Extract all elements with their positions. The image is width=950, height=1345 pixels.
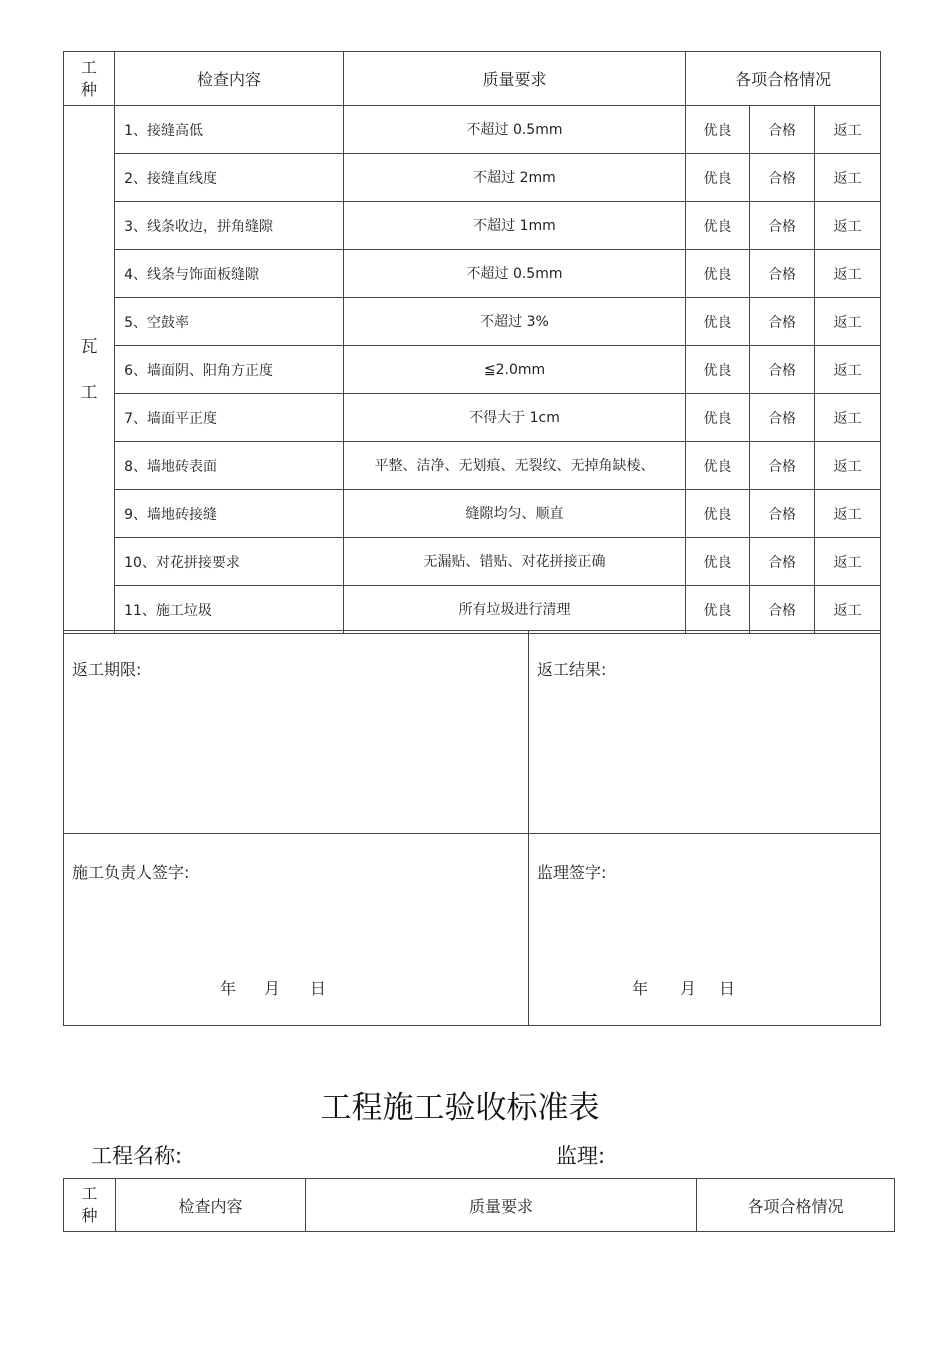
grade-pass: 合格 (749, 250, 815, 298)
supervisor-sign-label: 监理签字: (537, 863, 607, 882)
requirement-text: 不得大于 1cm (469, 409, 560, 426)
item-cell: 5、空鼓率 (115, 298, 344, 346)
requirement-text: 不超过 0.5mm (466, 265, 563, 282)
requirement-text: 不超过 1mm (473, 217, 556, 234)
grade-rework: 返工 (815, 106, 881, 154)
header-trade (64, 1179, 116, 1232)
grade-pass: 合格 (749, 202, 815, 250)
date-month: 月 (680, 979, 697, 998)
grade-rework: 返工 (815, 586, 881, 634)
table-row (64, 106, 881, 154)
grade-excellent: 优良 (686, 298, 750, 346)
trade-name-line1: 瓦 (80, 336, 98, 357)
header-trade-line1: 工 (81, 57, 98, 77)
grade-rework: 返工 (815, 538, 881, 586)
grade-excellent: 优良 (686, 346, 750, 394)
header-content: 检查内容 (116, 1179, 306, 1232)
table-row (64, 346, 881, 394)
grade-excellent: 优良 (686, 250, 750, 298)
requirement-cell (343, 250, 685, 298)
grade-pass: 合格 (749, 106, 815, 154)
table-row (64, 442, 881, 490)
requirement-text: 不超过 0.5mm (466, 121, 563, 138)
item-cell: 6、墙面阴、阳角方正度 (115, 346, 344, 394)
table-row (64, 490, 881, 538)
table-row (64, 586, 881, 634)
requirement-text: 缝隙均匀、顺直 (465, 505, 564, 522)
header-requirement: 质量要求 (343, 52, 685, 106)
supervisor-sign-cell (529, 834, 881, 1026)
grade-excellent: 优良 (686, 442, 750, 490)
table-row (64, 538, 881, 586)
grade-rework: 返工 (815, 490, 881, 538)
item-cell: 1、接缝高低 (115, 106, 344, 154)
date-day: 日 (719, 979, 736, 998)
grade-pass: 合格 (749, 442, 815, 490)
date-year: 年 (220, 979, 237, 998)
contractor-sign-cell (64, 834, 529, 1026)
item-cell: 10、对花拼接要求 (115, 538, 344, 586)
grade-excellent: 优良 (686, 586, 750, 634)
header-trade-line2: 种 (81, 1206, 98, 1225)
inspection-table-body (64, 52, 881, 634)
requirement-cell (343, 442, 685, 490)
page-title: 工程施工验收标准表 (320, 1090, 600, 1126)
header-content: 检查内容 (115, 52, 344, 106)
signoff-table (63, 630, 881, 1026)
date-month: 月 (264, 979, 281, 998)
requirement-cell (343, 298, 685, 346)
grade-pass: 合格 (749, 394, 815, 442)
header-trade (64, 52, 115, 106)
requirement-cell (343, 202, 685, 250)
grade-excellent: 优良 (686, 490, 750, 538)
item-cell: 2、接缝直线度 (115, 154, 344, 202)
header-requirement: 质量要求 (306, 1179, 697, 1232)
grade-rework: 返工 (815, 298, 881, 346)
grade-pass: 合格 (749, 154, 815, 202)
item-cell: 11、施工垃圾 (115, 586, 344, 634)
grade-pass: 合格 (749, 586, 815, 634)
table-row (64, 394, 881, 442)
grade-rework: 返工 (815, 394, 881, 442)
requirement-text: 不超过 2mm (473, 169, 556, 186)
item-cell: 8、墙地砖表面 (115, 442, 344, 490)
requirement-cell (343, 394, 685, 442)
grade-pass: 合格 (749, 346, 815, 394)
item-cell: 4、线条与饰面板缝隙 (115, 250, 344, 298)
item-cell: 3、线条收边，拼角缝隙 (115, 202, 344, 250)
header-trade-line2: 种 (81, 79, 98, 99)
requirement-text: 不超过 3% (480, 313, 549, 330)
grade-rework: 返工 (815, 154, 881, 202)
grade-pass: 合格 (749, 538, 815, 586)
trade-name-cell (64, 106, 115, 634)
inspection-table-2 (63, 1178, 895, 1232)
requirement-text: 所有垃圾进行清理 (458, 601, 571, 618)
header-trade-line1: 工 (81, 1184, 98, 1203)
grade-rework: 返工 (815, 346, 881, 394)
requirement-cell (343, 154, 685, 202)
requirement-text: ≦2.0mm (483, 361, 546, 378)
grade-pass: 合格 (749, 490, 815, 538)
item-cell: 7、墙面平正度 (115, 394, 344, 442)
trade-name-line2: 工 (80, 382, 98, 403)
supervisor-date (632, 976, 735, 999)
inspection-table-2-header (64, 1179, 895, 1232)
project-name-label: 工程名称: (91, 1144, 183, 1168)
date-day: 日 (310, 979, 327, 998)
grade-excellent: 优良 (686, 394, 750, 442)
inspection-table (63, 51, 881, 634)
date-year: 年 (632, 979, 649, 998)
requirement-cell (343, 586, 685, 634)
table-row (64, 250, 881, 298)
requirement-cell (343, 346, 685, 394)
requirement-cell (343, 106, 685, 154)
rework-deadline-cell (64, 631, 529, 834)
table-row (64, 298, 881, 346)
header-status: 各项合格情况 (697, 1179, 895, 1232)
grade-excellent: 优良 (686, 538, 750, 586)
rework-result-label: 返工结果: (537, 660, 607, 679)
contractor-date (220, 976, 326, 999)
table-row (64, 202, 881, 250)
contractor-sign-label: 施工负责人签字: (72, 863, 190, 882)
grade-rework: 返工 (815, 250, 881, 298)
inspection-table-header (64, 52, 881, 106)
item-cell: 9、墙地砖接缝 (115, 490, 344, 538)
grade-rework: 返工 (815, 442, 881, 490)
grade-excellent: 优良 (686, 202, 750, 250)
requirement-cell (343, 538, 685, 586)
table-row (64, 154, 881, 202)
grade-pass: 合格 (749, 298, 815, 346)
rework-deadline-label: 返工期限: (72, 660, 142, 679)
requirement-text: 平整、洁净、无划痕、无裂纹、无掉角缺棱、 (374, 457, 655, 474)
rework-result-cell (529, 631, 881, 834)
rework-row (64, 631, 881, 834)
grade-excellent: 优良 (686, 154, 750, 202)
requirement-cell (343, 490, 685, 538)
supervisor-label: 监理: (556, 1144, 606, 1168)
requirement-text: 无漏贴、错贴、对花拼接正确 (423, 553, 606, 570)
signature-row (64, 834, 881, 1026)
grade-excellent: 优良 (686, 106, 750, 154)
header-status: 各项合格情况 (686, 52, 881, 106)
grade-rework: 返工 (815, 202, 881, 250)
